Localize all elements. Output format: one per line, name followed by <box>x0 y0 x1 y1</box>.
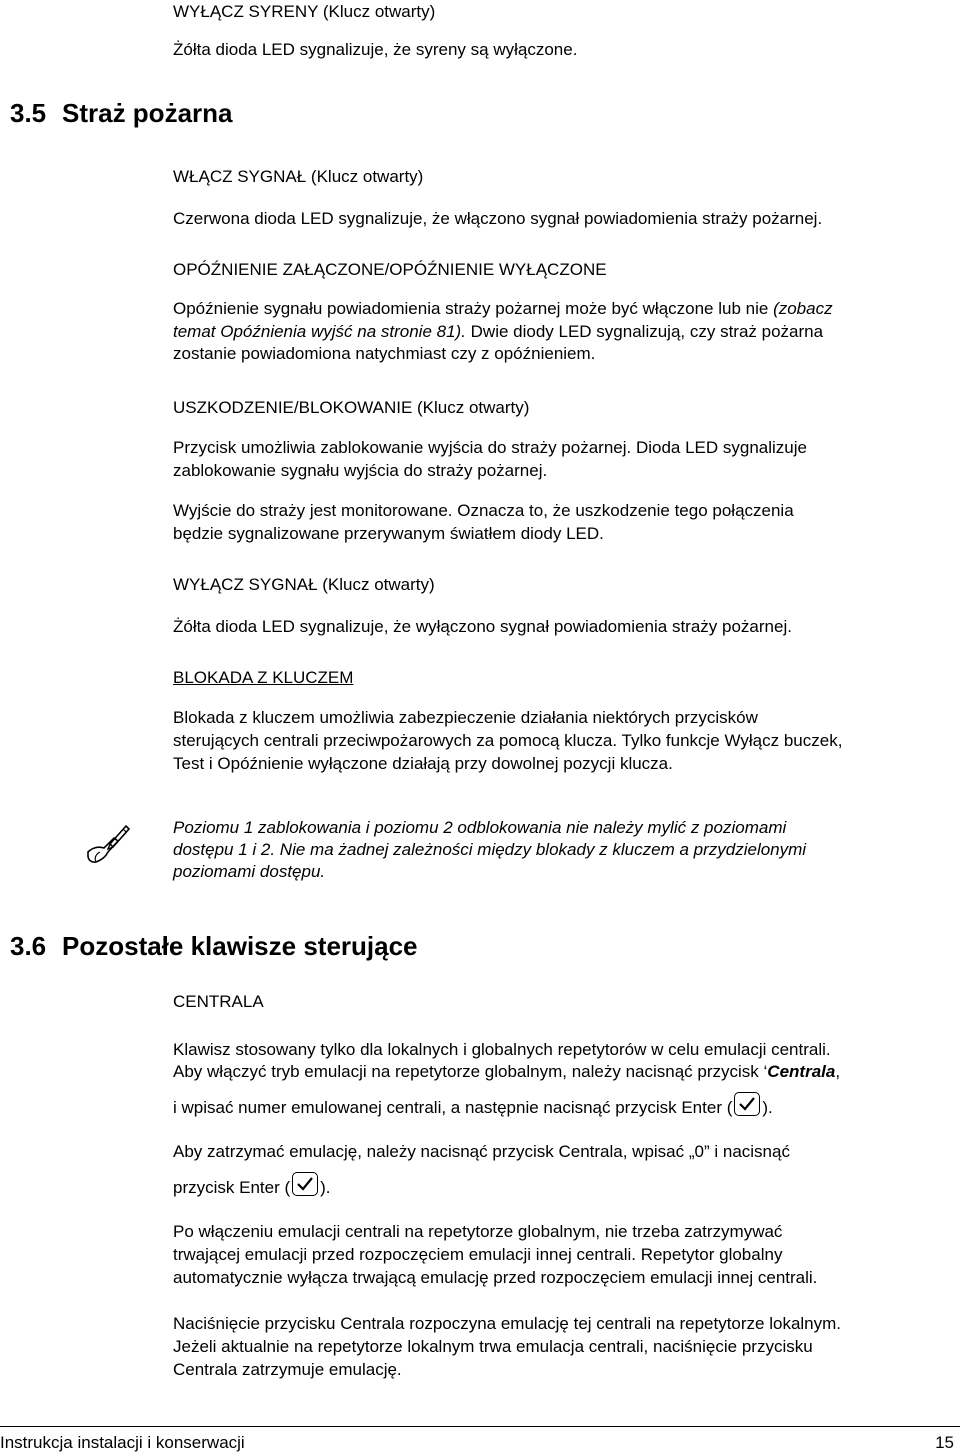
note-line-1: Poziomu 1 zablokowania i poziomu 2 odblokowania nie należy mylić z poziomami <box>173 818 787 837</box>
text-segment: Opóźnienie sygnału powiadomienia straży pożarnej może być włączone lub nie <box>173 299 774 318</box>
text-key-lock-line-2: sterujących centrali przeciwpożarowych za pomocą klucza. Tylko funkcje Wyłącz buczek, <box>173 731 843 750</box>
pencil-note-icon <box>84 822 130 871</box>
checkmark-key-icon <box>734 1092 760 1116</box>
text-local-line-2: Jeżeli aktualnie na repetytorze lokalnym trwa emulacja centrali, naciśnięcie przycisku <box>173 1337 813 1356</box>
text-delay-line-3: zostanie powiadomiona natychmiast czy z opóźnieniem. <box>173 344 596 363</box>
footer-divider <box>0 1426 960 1427</box>
text-segment-italic: (zobacz <box>773 299 833 318</box>
checkmark-key-icon <box>292 1172 318 1196</box>
text-local-line-3: Centrala zatrzymuje emulację. <box>173 1360 402 1379</box>
text-stop-emulation-line-1: Aby zatrzymać emulację, należy nacisnąć przycisk Centrala, wpisać „0” i nacisnąć <box>173 1142 790 1161</box>
heading-key-lock: BLOKADA Z KLUCZEM <box>173 668 354 687</box>
text-local-line-1: Naciśnięcie przycisku Centrala rozpoczyna emulację tej centrali na repetytorze lokalnym. <box>173 1314 842 1333</box>
text-delay-line-1 <box>173 297 833 320</box>
text-segment-italic: temat Opóźnienia wyjść na stronie 81). <box>173 322 466 341</box>
text-global-line-1: Po włączeniu emulacji centrali na repetytorze globalnym, nie trzeba zatrzymywać <box>173 1222 783 1241</box>
text-stop-emulation-line-2 <box>173 1172 331 1199</box>
text-global-line-2: trwającej emulacji przed rozpoczęciem emulacji innej centrali. Repetytor globalny <box>173 1245 783 1264</box>
text-global-line-3: automatycznie wyłącza trwającą emulację przed rozpoczęciem emulacji innej centrali. <box>173 1268 818 1287</box>
note-line-3: poziomami dostępu. <box>173 862 326 881</box>
text-delay-line-2 <box>173 320 823 343</box>
text-segment: i wpisać numer emulowanej centrali, a następnie nacisnąć przycisk Enter ( <box>173 1098 733 1117</box>
heading-fault-block: USZKODZENIE/BLOKOWANIE (Klucz otwarty) <box>173 398 530 417</box>
text-segment: , <box>835 1062 841 1081</box>
section-title-text: Straż pożarna <box>62 98 233 128</box>
text-segment: przycisk Enter ( <box>173 1178 291 1197</box>
text-segment: Dwie diody LED sygnalizują, czy straż pożarna <box>465 322 824 341</box>
heading-delay: OPÓŹNIENIE ZAŁĄCZONE/OPÓŹNIENIE WYŁĄCZONE <box>173 260 607 279</box>
section-number: 3.5 <box>10 98 47 128</box>
text-segment: Aby włączyć tryb emulacji na repetytorze globalnym, należy nacisnąć przycisk ‘ <box>173 1062 768 1081</box>
heading-centrala: CENTRALA <box>173 992 264 1011</box>
footer-title: Instrukcja instalacji i konserwacji <box>0 1433 245 1452</box>
footer-page-number: 15 <box>935 1433 954 1452</box>
heading-disable-signal: WYŁĄCZ SYGNAŁ (Klucz otwarty) <box>173 575 435 594</box>
text-segment-bold-italic: Centrala <box>767 1062 836 1081</box>
text-monitored-line-1: Wyjście do straży jest monitorowane. Oznacza to, że uszkodzenie tego połączenia <box>173 501 794 520</box>
text-segment: ). <box>762 1098 773 1117</box>
text-disable-signal: Żółta dioda LED sygnalizuje, że wyłączono sygnał powiadomienia straży pożarnej. <box>173 617 792 636</box>
heading-enable-signal: WŁĄCZ SYGNAŁ (Klucz otwarty) <box>173 167 424 186</box>
text-fault-block-line-2: zablokowanie sygnału wyjścia do straży pożarnej. <box>173 461 548 480</box>
heading-disable-sirens: WYŁĄCZ SYRENY (Klucz otwarty) <box>173 2 436 21</box>
section-title-3-5 <box>0 98 960 128</box>
text-disable-sirens: Żółta dioda LED sygnalizuje, że syreny są wyłączone. <box>173 40 578 59</box>
text-centrala-line-1: Klawisz stosowany tylko dla lokalnych i globalnych repetytorów w celu emulacji centrali. <box>173 1040 831 1059</box>
text-key-lock-line-1: Blokada z kluczem umożliwia zabezpieczenie działania niektórych przycisków <box>173 708 758 727</box>
section-title-3-6 <box>0 931 960 961</box>
note-line-2: dostępu 1 i 2. Nie ma żadnej zależności między blokady z kluczem a przydzielonymi <box>173 840 807 859</box>
section-title-text: Pozostałe klawisze sterujące <box>62 931 418 961</box>
text-enable-signal: Czerwona dioda LED sygnalizuje, że włączono sygnał powiadomienia straży pożarnej. <box>173 209 823 228</box>
text-centrala-line-3 <box>173 1092 773 1119</box>
text-segment: ). <box>320 1178 331 1197</box>
text-monitored-line-2: będzie sygnalizowane przerywanym światłem diody LED. <box>173 524 604 543</box>
text-fault-block-line-1: Przycisk umożliwia zablokowanie wyjścia do straży pożarnej. Dioda LED sygnalizuje <box>173 438 807 457</box>
section-number: 3.6 <box>10 931 47 961</box>
text-key-lock-line-3: Test i Opóźnienie wyłączone działają przy dowolnej pozycji klucza. <box>173 754 673 773</box>
text-centrala-line-2 <box>173 1060 840 1083</box>
